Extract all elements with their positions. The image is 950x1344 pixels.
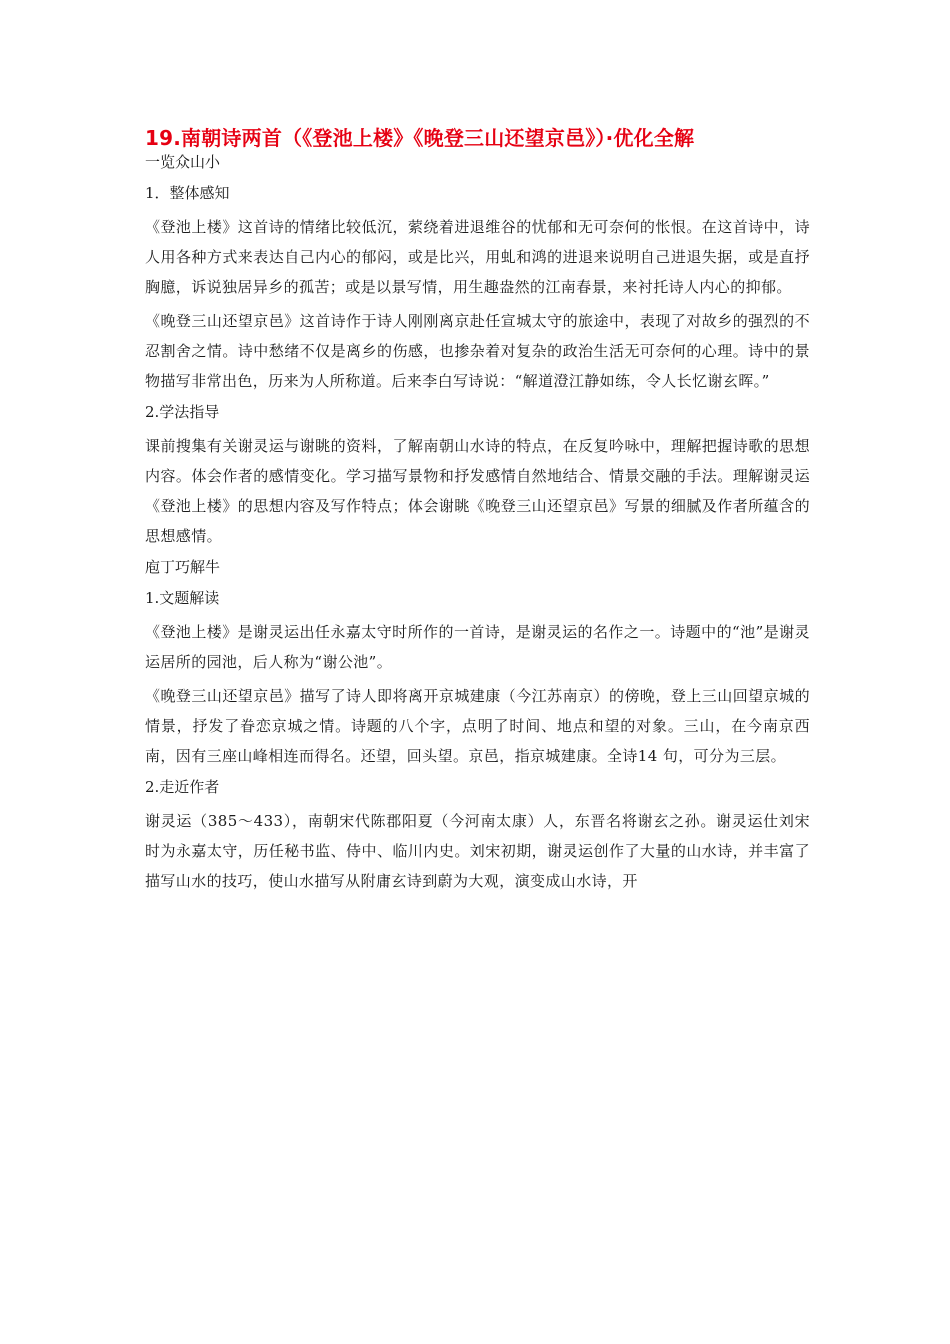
document-title: 19.南朝诗两首（《登池上楼》《晚登三山还望京邑》）·优化全解 — [145, 126, 695, 150]
paragraph: 《晚登三山还望京邑》描写了诗人即将离开京城建康（今江苏南京）的傍晚，登上三山回望京城的情景，抒发了眷恋京城之情。诗题的八个字，点明了时间、地点和望的对象。三山，在今南京西南，因有三座山峰相连而得名。还望，回头望。京邑，指京城建康。全诗14 句，可分为三层。 — [145, 687, 810, 765]
section-heading: 一览众山小 — [145, 153, 221, 171]
paragraph: 《登池上楼》是谢灵运出任永嘉太守时所作的一首诗，是谢灵运的名作之一。诗题中的“池”是谢灵运居所的园池，后人称为“谢公池”。 — [145, 623, 810, 671]
section-heading: 庖丁巧解牛 — [145, 558, 221, 576]
paragraph: 课前搜集有关谢灵运与谢眺的资料，了解南朝山水诗的特点，在反复吟咏中，理解把握诗歌的思想内容。体会作者的感情变化。学习描写景物和抒发感情自然地结合、情景交融的手法。理解谢灵运《登池上楼》的思想内容及写作特点；体会谢眺《晚登三山还望京邑》写景的细腻及作者所蕴含的思想感情。 — [145, 437, 810, 545]
document-page — [145, 124, 810, 896]
subsection-heading: 1．整体感知 — [145, 184, 230, 202]
subsection-heading: 1.文题解读 — [145, 589, 220, 607]
paragraph: 《晚登三山还望京邑》这首诗作于诗人刚刚离京赴任宣城太守的旅途中，表现了对故乡的强烈的不忍割舍之情。诗中愁绪不仅是离乡的伤感，也掺杂着对复杂的政治生活无可奈何的心理。诗中的景物描写非常出色，历来为人所称道。后来李白写诗说：“解道澄江静如练，令人长忆谢玄晖。” — [145, 312, 810, 390]
subsection-heading: 2.学法指导 — [145, 403, 220, 421]
paragraph: 《登池上楼》这首诗的情绪比较低沉，萦绕着进退维谷的忧郁和无可奈何的怅恨。在这首诗中，诗人用各种方式来表达自己内心的郁闷，或是比兴，用虬和鸿的进退来说明自己进退失据，或是直抒胸臆，诉说独居异乡的孤苦；或是以景写情，用生趣盎然的江南春景，来衬托诗人内心的抑郁。 — [145, 218, 810, 296]
section-overview — [145, 152, 810, 551]
paragraph: 谢灵运（385～433），南朝宋代陈郡阳夏（今河南太康）人，东晋名将谢玄之孙。谢灵运仕刘宋时为永嘉太守，历任秘书监、侍中、临川内史。刘宋初期，谢灵运创作了大量的山水诗，并丰富了描写山水的技巧，使山水描写从附庸玄诗到蔚为大观，演变成山水诗，开 — [145, 812, 810, 890]
subsection-heading: 2.走近作者 — [145, 778, 220, 796]
section-analysis — [145, 551, 810, 896]
